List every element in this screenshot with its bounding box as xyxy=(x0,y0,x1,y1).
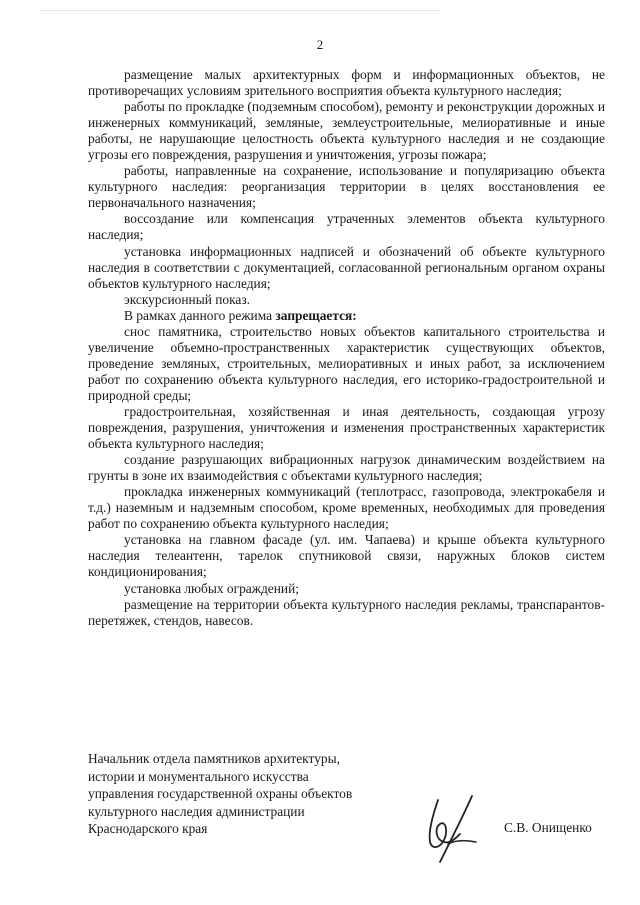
permitted-item: экскурсионный показ. xyxy=(124,291,250,307)
page-number: 2 xyxy=(316,37,324,52)
handwritten-signature xyxy=(410,790,490,870)
permitted-item: установка информационных надписей и обозначений об объекте культурного наследия в соответствии с документацией, согласованной региональным органом охраны объектов культурного наследия; xyxy=(88,243,605,291)
scan-artifact-line xyxy=(40,10,440,11)
prohibited-item: градостроительная, хозяйственная и иная деятельность, создающая угрозу повреждения, разрушения, уничтожения и изменения пространственных характеристик объекта культурного наследия; xyxy=(88,403,605,452)
signer-name: С.В. Онищенко xyxy=(504,820,592,835)
position-line: культурного наследия администрации xyxy=(88,803,305,819)
permitted-item: работы по прокладке (подземным способом), ремонту и реконструкции дорожных и инженерных коммуникаций, земляные, землеустроительные, мелиоративные и иные работы, не нарушающие целостность объекта культурного наследия и не создающие угрозы его повреждения, разрушения и уничтожения, угрозы пожара; xyxy=(88,99,605,163)
prohibited-item: размещение на территории объекта культурного наследия рекламы, транспарантов-перетяжек, стендов, навесов. xyxy=(88,596,605,628)
position-line: Начальник отдела памятников архитектуры, xyxy=(88,751,340,766)
prohibited-intro: В рамках данного режима xyxy=(124,307,273,323)
signatory-position xyxy=(88,750,408,838)
prohibited-bold: запрещается: xyxy=(275,307,357,323)
prohibited-item: установка на главном фасаде (ул. им. Чапаева) и крыше объекта культурного наследия телеантенн, тарелок спутниковой связи, наружных блоков систем кондиционирования; xyxy=(88,532,605,580)
permitted-item: работы, направленные на сохранение, использование и популяризацию объекта культурного наследия: реорганизация территории в целях восстановления ее первоначального назначения; xyxy=(88,163,605,211)
permitted-item: размещение малых архитектурных форм и информационных объектов, не противоречащих условиям зрительного восприятия объекта культурного наследия; xyxy=(88,67,605,99)
prohibited-heading xyxy=(88,308,605,324)
prohibited-item: прокладка инженерных коммуникаций (теплотрасс, газопровода, электрокабеля и т.д.) наземным и надземным способом, кроме временных, необходимых для проведения работ по сохранению объекта культурного наследия; xyxy=(88,484,605,532)
prohibited-item: создание разрушающих вибрационных нагрузок динамическим воздействием на грунты в зоне их взаимодействия с объектами культурного наследия; xyxy=(88,452,605,484)
document-body xyxy=(88,67,605,629)
prohibited-item: снос памятника, строительство новых объектов капитального строительства и увеличение объемно-пространственных характеристик существующих объектов, проведение земляных, строительных, мелиоративных и иных работ, за исключением работ по сохранению объекта культурного наследия, его историко-градостроительной и природной среды; xyxy=(88,323,605,403)
permitted-item: воссоздание или компенсация утраченных элементов объекта культурного наследия; xyxy=(88,211,605,243)
position-line: Краснодарского края xyxy=(88,821,208,836)
prohibited-item: установка любых ограждений; xyxy=(124,580,299,596)
position-line: управления государственной охраны объектов xyxy=(88,786,353,801)
position-line: истории и монументального искусства xyxy=(88,768,309,784)
